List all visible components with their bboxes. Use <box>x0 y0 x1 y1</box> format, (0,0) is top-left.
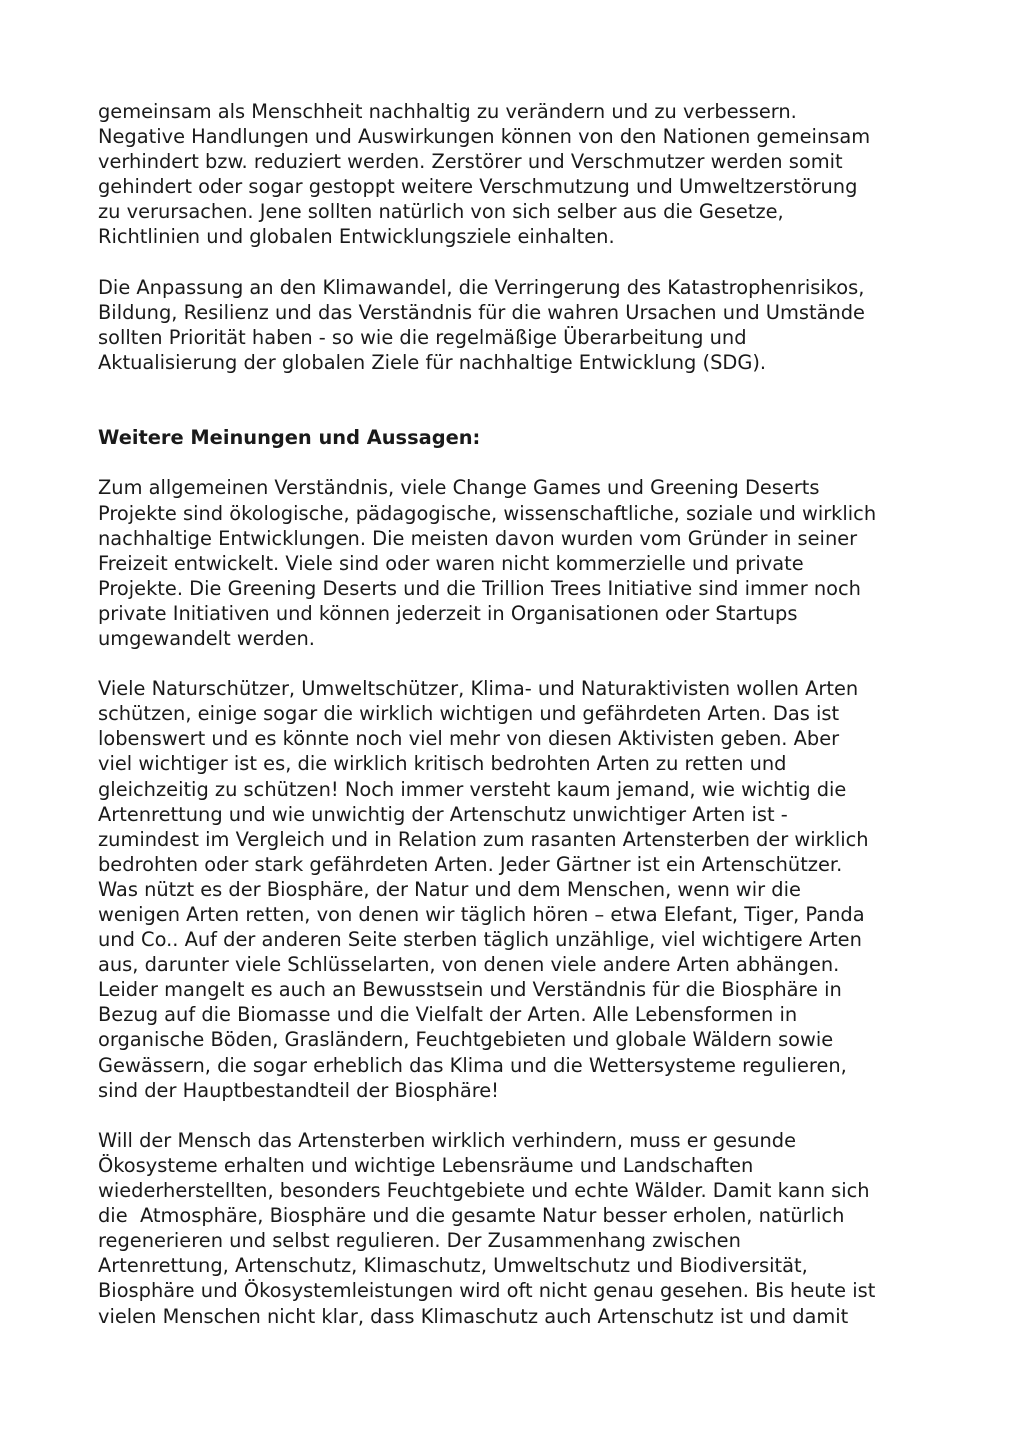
text-line: vielen Menschen nicht klar, dass Klimaschutz auch Artenschutz ist und damit <box>98 1304 849 1328</box>
paragraph-priorities <box>98 275 948 375</box>
text-line: nachhaltige Entwicklungen. Die meisten davon wurden vom Gründer in seiner <box>98 526 858 550</box>
text-line: Bezug auf die Biomasse und die Vielfalt der Arten. Alle Lebensformen in <box>98 1003 798 1027</box>
text-line: Biosphäre und Ökosystemleistungen wird oft nicht genau gesehen. Bis heute ist <box>98 1279 876 1303</box>
text-line: Ökosysteme erhalten und wichtige Lebensräume und Landschaften <box>98 1153 754 1177</box>
text-line: Artenrettung und wie unwichtig der Artenschutz unwichtiger Arten ist - <box>98 802 788 826</box>
text-line: Freizeit entwickelt. Viele sind oder waren nicht kommerzielle und private <box>98 551 804 575</box>
text-line: Leider mangelt es auch an Bewusstsein und Verständnis für die Biosphäre in <box>98 978 842 1002</box>
text-line: umgewandelt werden. <box>98 626 315 650</box>
text-line: Aktualisierung der globalen Ziele für nachhaltige Entwicklung (SDG). <box>98 350 767 374</box>
section-spacer <box>98 375 948 425</box>
text-line: Was nützt es der Biosphäre, der Natur und dem Menschen, wenn wir die <box>98 877 801 901</box>
text-line: Zum allgemeinen Verständnis, viele Change Games und Greening Deserts <box>98 476 820 500</box>
text-line: bedrohten oder stark gefährdeten Arten. Jeder Gärtner ist ein Artenschützer. <box>98 852 843 876</box>
text-line: Die Anpassung an den Klimawandel, die Verringerung des Katastrophenrisikos, <box>98 275 865 299</box>
text-line: Viele Naturschützer, Umweltschützer, Klima- und Naturaktivisten wollen Arten <box>98 677 859 701</box>
text-line: schützen, einige sogar die wirklich wichtigen und gefährdeten Arten. Das ist <box>98 702 840 726</box>
text-line: Negative Handlungen und Auswirkungen können von den Nationen gemeinsam <box>98 125 871 149</box>
text-line: die Atmosphäre, Biosphäre und die gesamte Natur besser erholen, natürlich <box>98 1204 845 1228</box>
text-line: gleichzeitig zu schützen! Noch immer versteht kaum jemand, wie wichtig die <box>98 777 847 801</box>
text-line: zu verursachen. Jene sollten natürlich von sich selber aus die Gesetze, <box>98 200 784 224</box>
text-line: Projekte. Die Greening Deserts und die Trillion Trees Initiative sind immer noch <box>98 576 861 600</box>
text-line: regenerieren und selbst regulieren. Der Zusammenhang zwischen <box>98 1229 741 1253</box>
section-heading: Weitere Meinungen und Aussagen: <box>98 426 481 450</box>
text-line: Richtlinien und globalen Entwicklungsziele einhalten. <box>98 225 615 249</box>
document-body <box>98 99 948 1329</box>
text-line: sollten Priorität haben - so wie die regelmäßige Überarbeitung und <box>98 325 747 349</box>
text-line: private Initiativen und können jederzeit in Organisationen oder Startups <box>98 601 798 625</box>
paragraph-spacer <box>98 651 948 676</box>
text-line: gehindert oder sogar gestoppt weitere Verschmutzung und Umweltzerstörung <box>98 175 858 199</box>
text-line: sind der Hauptbestandteil der Biosphäre! <box>98 1078 499 1102</box>
paragraph-ecosystems <box>98 1128 948 1329</box>
text-line: Bildung, Resilienz und das Verständnis für die wahren Ursachen und Umstände <box>98 300 865 324</box>
text-line: und Co.. Auf der anderen Seite sterben täglich unzählige, viel wichtigere Arten <box>98 928 862 952</box>
paragraph-intro <box>98 99 948 250</box>
text-line: zumindest im Vergleich und in Relation zum rasanten Artensterben der wirklich <box>98 827 869 851</box>
paragraph-spacer <box>98 1103 948 1128</box>
text-line: verhindert bzw. reduziert werden. Zerstörer und Verschmutzer werden somit <box>98 150 843 174</box>
text-line: viel wichtiger ist es, die wirklich kritisch bedrohten Arten zu retten und <box>98 752 787 776</box>
text-line: gemeinsam als Menschheit nachhaltig zu verändern und zu verbessern. <box>98 100 797 123</box>
paragraph-projects <box>98 475 948 651</box>
text-line: Will der Mensch das Artensterben wirklich verhindern, muss er gesunde <box>98 1128 797 1152</box>
text-line: Projekte sind ökologische, pädagogische, wissenschaftliche, soziale und wirklich <box>98 501 877 525</box>
paragraph-spacer <box>98 250 948 275</box>
text-line: lobenswert und es könnte noch viel mehr von diesen Aktivisten geben. Aber <box>98 727 840 751</box>
text-line: wenigen Arten retten, von denen wir täglich hören – etwa Elefant, Tiger, Panda <box>98 903 865 926</box>
text-line: Gewässern, die sogar erheblich das Klima und die Wettersysteme regulieren, <box>98 1053 847 1077</box>
text-line: aus, darunter viele Schlüsselarten, von denen viele andere Arten abhängen. <box>98 953 840 977</box>
text-line: organische Böden, Grasländern, Feuchtgebieten und globale Wäldern sowie <box>98 1028 834 1052</box>
text-line: Artenrettung, Artenschutz, Klimaschutz, Umweltschutz und Biodiversität, <box>98 1254 808 1278</box>
paragraph-species <box>98 676 948 1103</box>
text-line: wiederherstellten, besonders Feuchtgebiete und echte Wälder. Damit kann sich <box>98 1179 870 1203</box>
paragraph-spacer <box>98 450 948 475</box>
